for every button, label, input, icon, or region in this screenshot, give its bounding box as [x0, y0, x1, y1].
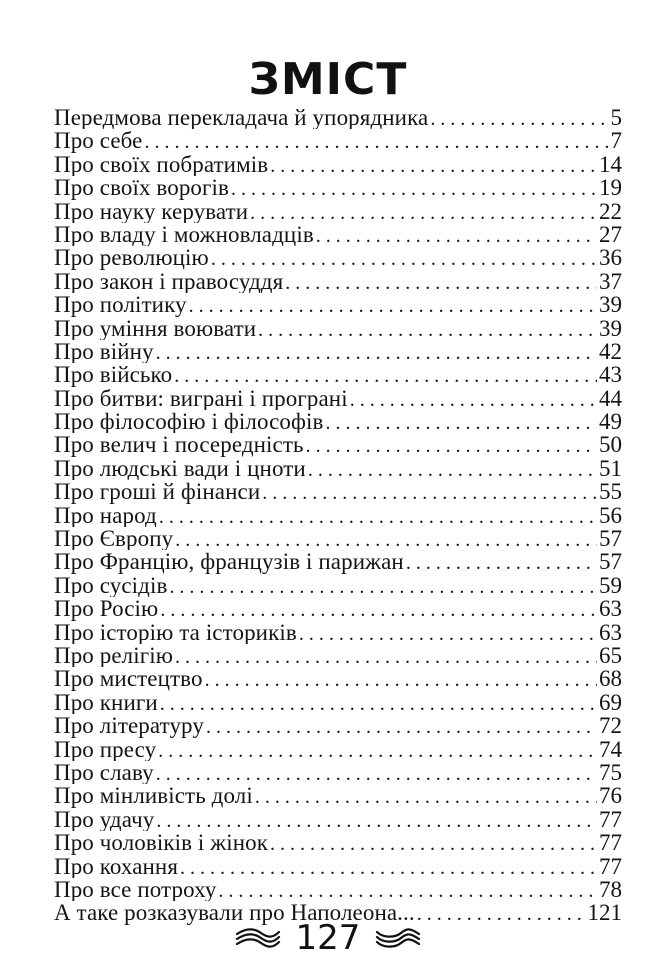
dot-leader	[169, 576, 597, 597]
toc-entry	[54, 574, 622, 597]
dot-leader	[325, 412, 597, 433]
toc-entry-page-number: 56	[599, 503, 622, 528]
toc-entry	[54, 691, 622, 714]
toc-entry-page-number: 44	[599, 386, 622, 411]
dot-leader	[316, 225, 597, 246]
toc-entry-title: Про своїх побратимів	[54, 152, 269, 177]
toc-entry	[54, 761, 622, 784]
toc-entry-page-number: 42	[599, 339, 622, 364]
toc-entry	[54, 527, 622, 550]
toc-entry-page-number: 51	[599, 456, 622, 481]
toc-entry-title: Про гроші й фінанси	[54, 480, 261, 504]
dot-leader	[430, 108, 608, 129]
toc-entry-page-number: 55	[599, 480, 622, 504]
toc-entry	[54, 129, 622, 152]
dot-leader	[270, 833, 597, 854]
dot-leader	[175, 529, 597, 550]
toc-entry-page-number: 68	[599, 667, 622, 691]
toc-entry-page-number: 121	[587, 901, 622, 925]
toc-entry	[54, 270, 622, 293]
toc-entry	[54, 550, 622, 573]
dot-leader	[159, 506, 597, 527]
toc-entry-page-number: 75	[599, 760, 622, 785]
toc-entry	[54, 106, 622, 129]
toc-entry	[54, 597, 622, 620]
toc-entry-page-number: 57	[599, 550, 622, 574]
toc-entry-title: Про кохання	[54, 854, 178, 878]
dot-leader	[205, 669, 597, 690]
page-number: 127	[295, 918, 361, 958]
toc-entry-title: Про чоловіків і жінок	[54, 831, 269, 855]
toc-entry-title: Про Францію, французів і парижан	[54, 550, 404, 574]
page-title: ЗМІСТ	[248, 54, 408, 105]
toc-entry-title: Про велич і посередність	[54, 433, 304, 457]
dot-leader	[350, 389, 597, 410]
toc-entry-title: Про Європу	[54, 527, 174, 551]
dot-leader	[262, 482, 597, 503]
toc-entry-title: Про людські вади і цноти	[54, 456, 306, 481]
toc-entry-title: А таке розказували про Наполеона...	[54, 901, 415, 925]
toc-entry-page-number: 74	[599, 737, 622, 761]
toc-entry-page-number: 59	[599, 573, 622, 598]
dot-leader	[156, 342, 597, 363]
toc-entry	[54, 223, 622, 246]
toc-entry	[54, 457, 622, 480]
toc-entry	[54, 878, 622, 901]
toc-entry-title: Про релігію	[54, 643, 174, 668]
dot-leader	[211, 248, 597, 269]
toc-entry-page-number: 77	[599, 831, 622, 855]
toc-entry-title: Про війну	[54, 339, 154, 364]
toc-entry-title: Про мінливість долі	[54, 784, 253, 808]
toc-entry	[54, 504, 622, 527]
toc-entry-page-number: 77	[599, 854, 622, 878]
dot-leader	[160, 693, 597, 714]
toc-entry-title: Про революцію	[54, 246, 209, 270]
toc-entry	[54, 784, 622, 807]
toc-entry-title: Про уміння воювати	[54, 316, 257, 340]
dot-leader	[231, 178, 597, 199]
toc-entry-title: Про літературу	[54, 714, 204, 738]
dot-leader	[206, 716, 597, 737]
toc-entry-title: Про мистецтво	[54, 667, 203, 691]
toc-entry	[54, 855, 622, 878]
toc-entry-page-number: 37	[599, 269, 622, 294]
dot-leader	[285, 272, 597, 293]
dot-leader	[308, 459, 597, 480]
dot-leader	[306, 435, 597, 456]
table-of-contents	[54, 106, 622, 925]
toc-entry-title: Про книги	[54, 690, 158, 715]
toc-entry-page-number: 39	[599, 293, 622, 317]
wave-ornament-icon	[374, 925, 422, 951]
toc-entry	[54, 246, 622, 269]
toc-entry	[54, 808, 622, 831]
page-footer	[0, 918, 656, 958]
toc-entry-page-number: 49	[599, 410, 622, 434]
toc-entry-title: Про своїх ворогів	[54, 176, 229, 200]
toc-entry-title: Про закон і правосуддя	[54, 269, 284, 294]
toc-entry	[54, 363, 622, 386]
wave-ornament-icon	[234, 925, 282, 951]
toc-entry-page-number: 22	[599, 199, 622, 223]
toc-entry-title: Про історію та істориків	[54, 620, 297, 644]
dot-leader	[175, 646, 597, 667]
toc-entry-page-number: 43	[599, 363, 622, 387]
toc-entry	[54, 621, 622, 644]
toc-entry	[54, 153, 622, 176]
dot-leader	[144, 131, 608, 152]
toc-entry-page-number: 14	[599, 152, 622, 177]
dot-leader	[299, 623, 597, 644]
toc-entry	[54, 410, 622, 433]
toc-entry	[54, 293, 622, 316]
toc-entry	[54, 714, 622, 737]
toc-entry	[54, 387, 622, 410]
toc-entry-title: Про філософію і філософів	[54, 410, 324, 434]
dot-leader	[189, 295, 597, 316]
toc-entry-page-number: 63	[599, 620, 622, 644]
toc-entry-page-number: 39	[599, 316, 622, 340]
toc-entry-title: Про Росію	[54, 597, 159, 621]
toc-entry-page-number: 65	[599, 643, 622, 668]
dot-leader	[270, 155, 597, 176]
toc-entry-title: Про сусідів	[54, 573, 168, 598]
toc-entry-title: Про удачу	[54, 807, 155, 832]
toc-entry-page-number: 78	[599, 877, 622, 902]
toc-entry	[54, 480, 622, 503]
toc-entry-page-number: 72	[599, 714, 622, 738]
dot-leader	[218, 880, 597, 901]
toc-entry-title: Про себе	[54, 129, 143, 153]
dot-leader	[160, 599, 597, 620]
toc-entry-title: Передмова перекладача й упорядника	[54, 106, 429, 130]
toc-entry-page-number: 50	[599, 433, 622, 457]
toc-entry-page-number: 27	[599, 222, 622, 247]
toc-entry	[54, 433, 622, 456]
toc-entry	[54, 200, 622, 223]
dot-leader	[158, 740, 597, 761]
toc-entry-title: Про політику	[54, 293, 187, 317]
toc-entry	[54, 317, 622, 340]
toc-entry-title: Про славу	[54, 760, 154, 785]
dot-leader	[250, 202, 597, 223]
toc-entry	[54, 176, 622, 199]
toc-entry-title: Про все потроху	[54, 877, 217, 902]
toc-entry	[54, 644, 622, 667]
toc-entry	[54, 738, 622, 761]
toc-entry-title: Про військо	[54, 363, 173, 387]
toc-entry-page-number: 19	[599, 176, 622, 200]
dot-leader	[156, 810, 597, 831]
dot-leader	[180, 857, 597, 878]
toc-entry-title: Про пресу	[54, 737, 157, 761]
toc-entry-page-number: 57	[599, 527, 622, 551]
dot-leader	[258, 319, 597, 340]
toc-entry-title: Про народ	[54, 503, 157, 528]
dot-leader	[174, 365, 597, 386]
toc-entry	[54, 831, 622, 854]
toc-entry-page-number: 63	[599, 597, 622, 621]
dot-leader	[156, 763, 597, 784]
toc-entry-title: Про науку керувати	[54, 199, 249, 223]
toc-entry-page-number: 76	[599, 784, 622, 808]
toc-entry-page-number: 5	[610, 106, 622, 130]
toc-entry-page-number: 77	[599, 807, 622, 832]
toc-entry-page-number: 7	[610, 129, 622, 153]
toc-entry-page-number: 36	[599, 246, 622, 270]
toc-entry	[54, 340, 622, 363]
dot-leader	[255, 786, 597, 807]
dot-leader	[406, 552, 597, 573]
toc-entry	[54, 667, 622, 690]
toc-entry-title: Про битви: виграні і програні	[54, 386, 348, 411]
toc-entry-page-number: 69	[599, 690, 622, 715]
toc-entry-title: Про владу і можновладців	[54, 222, 314, 247]
